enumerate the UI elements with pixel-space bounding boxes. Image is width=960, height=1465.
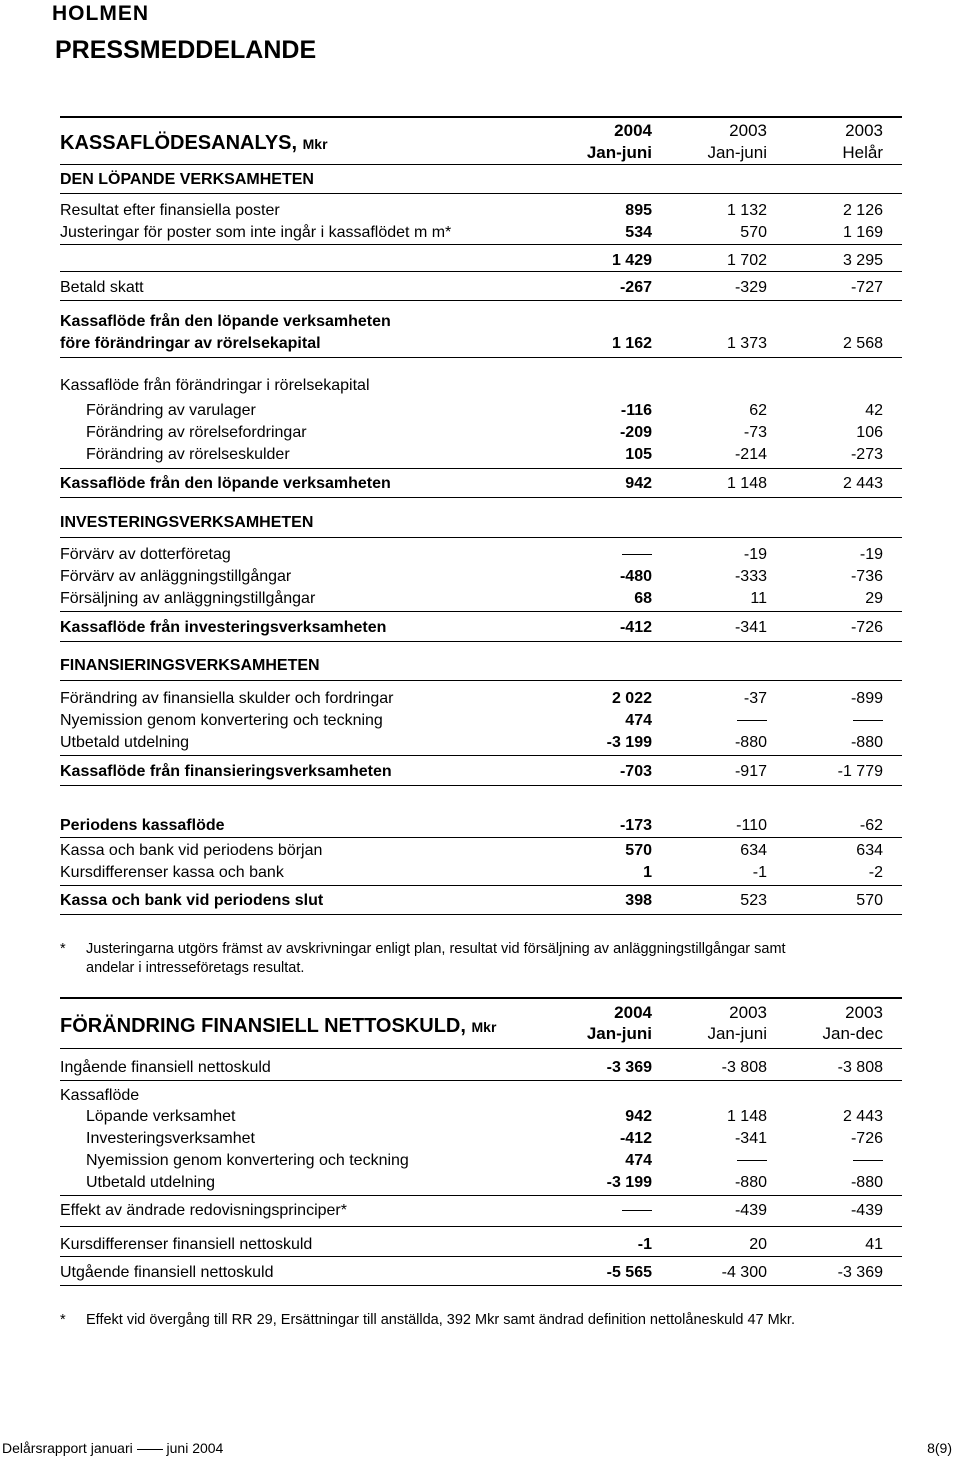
table2-header-years: 2004 2003 2003	[614, 1003, 883, 1022]
row-rule	[60, 1048, 902, 1049]
row-rule	[60, 1195, 902, 1196]
table-row: Kassaflöde från förändringar i rörelsekapital	[60, 377, 370, 394]
table1-header-rule	[60, 164, 902, 165]
table-row: Nyemission genom konvertering och teckning 474	[60, 1151, 883, 1171]
table2-top-rule	[60, 997, 902, 999]
row-rule	[60, 193, 902, 194]
table-row: Förändring av finansiella skulder och fordringar 2 022 -37 -899	[60, 690, 883, 707]
table-row: Förvärv av anläggningstillgångar -480 -333 -736	[60, 568, 883, 585]
dash-mark	[137, 1449, 163, 1450]
col2-period: Jan-juni	[707, 143, 767, 162]
table-row: Nyemission genom konvertering och teckning 474	[60, 711, 883, 731]
dash-mark	[622, 554, 652, 555]
section-heading: FINANSIERINGSVERKSAMHETEN	[60, 657, 320, 674]
row-rule	[60, 300, 902, 301]
table1-header-years	[60, 121, 883, 141]
table-row: före förändringar av rörelsekapital 1 162 1 373 2 568	[60, 335, 883, 352]
table-row: Kassa och bank vid periodens början 570 634 634	[60, 842, 883, 859]
col1-period: Jan-juni	[586, 143, 652, 162]
row-rule	[60, 468, 902, 469]
subtotal-row: 1 429 1 702 3 295	[611, 252, 883, 269]
company-logo: HOLMEN	[52, 2, 149, 25]
footer-left: Delårsrapport januari juni 2004	[2, 1440, 224, 1456]
table-row: Kassaflöde från den löpande verksamheten	[60, 313, 391, 330]
dash-mark	[853, 1160, 883, 1161]
table-row: Periodens kassaflöde -173 -110 -62	[60, 817, 883, 834]
row-rule	[60, 785, 902, 786]
table1-top-rule	[60, 116, 902, 118]
row-rule	[60, 885, 902, 886]
table-row: Kassaflöde	[60, 1087, 140, 1104]
table-row: Utbetald utdelning -3 199 -880 -880	[86, 1174, 883, 1191]
page-number: 8(9)	[927, 1440, 952, 1456]
table-row: Förändring av rörelseskulder 105 -214 -273	[86, 446, 883, 463]
section-heading: DEN LÖPANDE VERKSAMHETEN	[60, 171, 314, 188]
dash-mark	[622, 1210, 652, 1211]
col3-period: Helår	[842, 143, 883, 162]
dash-mark	[737, 720, 767, 721]
page-title: PRESSMEDDELANDE	[55, 36, 317, 64]
row-rule	[60, 1285, 902, 1286]
col3-year: 2003	[845, 121, 883, 140]
total-row: Kassaflöde från den löpande verksamheten 942 1 148 2 443	[60, 475, 883, 492]
row-rule	[60, 755, 902, 756]
table-row: Förändring av rörelsefordringar -209 -73 106	[86, 424, 883, 441]
table1-title: KASSAFLÖDESANALYS, Mkr	[60, 132, 328, 154]
table2-header-periods: Jan-juni Jan-juni Jan-dec	[586, 1024, 883, 1043]
col2-year: 2003	[729, 121, 767, 140]
table-row: Förändring av varulager -116 62 42	[86, 402, 883, 419]
table-row: Försäljning av anläggningstillgångar 68 11 29	[60, 590, 883, 607]
row-rule	[60, 611, 902, 612]
row-rule	[60, 497, 902, 498]
row-rule	[60, 1256, 902, 1257]
row-rule	[60, 641, 902, 642]
footnote-mark: *	[60, 941, 66, 957]
row-rule	[60, 244, 902, 245]
footnote-text: Justeringarna utgörs främst av avskrivningar enligt plan, resultat vid försäljning av anläggningstillgångar samt andelar i intresseföretags resultat.	[86, 941, 786, 976]
footnote-text: Effekt vid övergång till RR 29, Ersättningar till anställda, 392 Mkr samt ändrad definition nettolåneskuld 47 Mkr.	[86, 1312, 795, 1328]
total-row: Kassaflöde från investeringsverksamheten -412 -341 -726	[60, 619, 883, 636]
table-row: Justeringar för poster som inte ingår i kassaflödet m m* 534 570 1 169	[60, 224, 883, 241]
total-row: Kassa och bank vid periodens slut 398 523 570	[60, 892, 883, 909]
row-rule	[60, 1226, 902, 1227]
row-rule	[60, 680, 902, 681]
row-rule	[60, 537, 902, 538]
total-row: Utgående finansiell nettoskuld -5 565 -4 300 -3 369	[60, 1264, 883, 1281]
dash-mark	[737, 1160, 767, 1161]
table-row: Resultat efter finansiella poster 895 1 132 2 126	[60, 202, 883, 219]
table-row: Löpande verksamhet 942 1 148 2 443	[86, 1108, 883, 1125]
table-row: Förvärv av dotterföretag -19 -19	[60, 546, 883, 563]
table-row: Effekt av ändrade redovisningsprinciper* -439 -439	[60, 1202, 883, 1219]
section-heading: INVESTERINGSVERKSAMHETEN	[60, 514, 314, 531]
table-row: Kursdifferenser kassa och bank 1 -1 -2	[60, 864, 883, 881]
row-rule	[60, 837, 902, 838]
footnote-mark: *	[60, 1312, 66, 1328]
table-row: Kursdifferenser finansiell nettoskuld -1 20 41	[60, 1236, 883, 1253]
total-row: Kassaflöde från finansieringsverksamheten -703 -917 -1 779	[60, 763, 883, 780]
row-rule	[60, 1080, 902, 1081]
dash-mark	[853, 720, 883, 721]
row-rule	[60, 357, 902, 358]
table2-title: FÖRÄNDRING FINANSIELL NETTOSKULD, Mkr	[60, 1015, 497, 1037]
table-row: Investeringsverksamhet -412 -341 -726	[86, 1130, 883, 1147]
row-rule	[60, 271, 902, 272]
row-rule	[60, 914, 902, 915]
table-row: Ingående finansiell nettoskuld -3 369 -3 808 -3 808	[60, 1059, 883, 1076]
col1-year: 2004	[614, 121, 652, 140]
table-row: Betald skatt -267 -329 -727	[60, 279, 883, 296]
table1-header-periods	[60, 143, 883, 163]
table-row: Utbetald utdelning -3 199 -880 -880	[60, 734, 883, 751]
